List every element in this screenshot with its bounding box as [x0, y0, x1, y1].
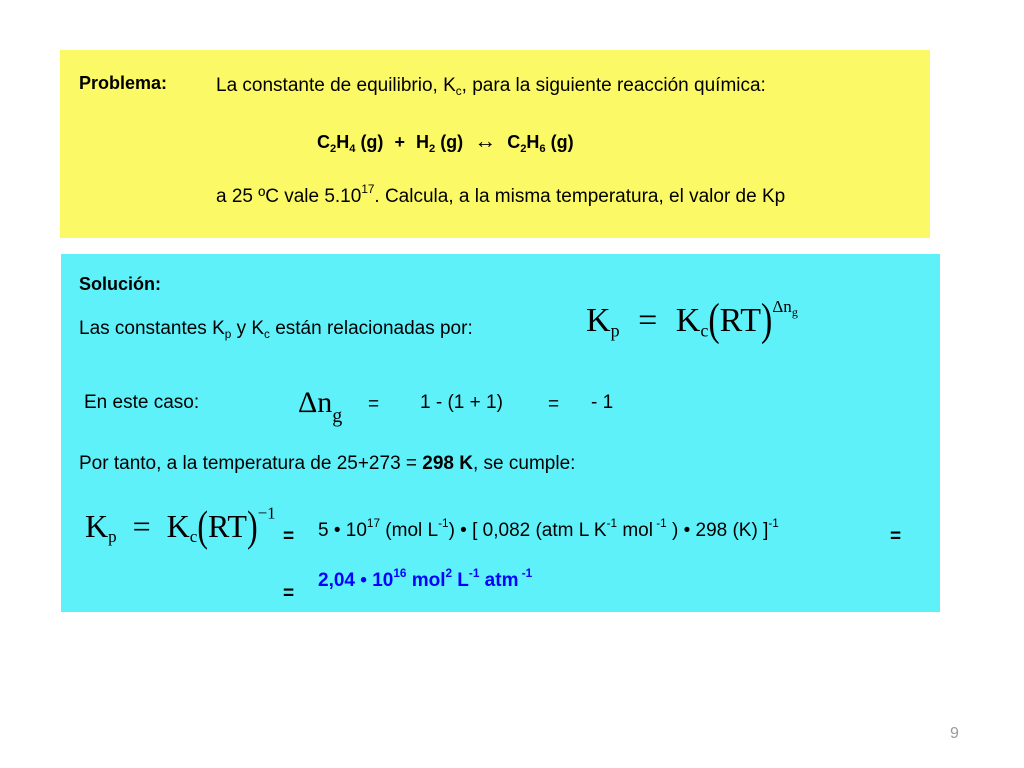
- problem-statement-line3: a 25 ºC vale 5.10$^{17}$. Calcula, a la misma temperatura, el valor de Kp: [216, 183, 786, 207]
- kp-numeric-expression: 5 • $10^{17}$ (mol $L^{-1}$) • [ 0,082 (atm L $K^{-1}$ mol $^{-1}$ ) • 298 (K) ]$^{-1}$: [318, 517, 779, 541]
- delta-n-result: - 1: [591, 392, 614, 413]
- delta-n-calculation: 1 - (1 + 1): [420, 392, 503, 413]
- kp-kc-relation-formula: $K_p = K_c(RT)^{\Delta n_g}$: [586, 295, 798, 346]
- equals-sign: =: [283, 583, 295, 604]
- problem-label: Problema:: [79, 73, 168, 93]
- equals-sign: =: [548, 394, 560, 415]
- equilibrium-arrow-icon: ↔: [474, 128, 497, 153]
- relation-text: Las constantes $K_p$ y $K_c$ están relacionadas por:: [79, 318, 473, 342]
- kp-result: 2,04 • $10^{16}$ mol$^2$ $L^{-1}$ atm $^{-1}$: [318, 567, 533, 591]
- reaction-equation: $C_2H_4$ $(g) + H_2$ (g) ↔ $C_2H_6$ (g): [317, 128, 574, 155]
- equals-sign: =: [368, 394, 380, 415]
- case-label: En este caso:: [84, 392, 200, 413]
- therefore-text: Por tanto, a la temperatura de 25+273 = 298 K, se cumple:: [79, 453, 576, 474]
- page-number: 9: [950, 725, 959, 742]
- equals-sign: =: [283, 526, 295, 547]
- problem-statement-line1: La constante de equilibrio, $K_c$, para la siguiente reacción química:: [216, 75, 766, 99]
- solution-box: [61, 254, 940, 612]
- kp-formula-substituted: $K_p = K_c(RT)^{-1}$: [85, 501, 276, 551]
- solution-label: Solución:: [79, 274, 161, 294]
- equals-sign: =: [890, 526, 902, 547]
- delta-n-g-symbol: $\Delta n_g$: [298, 386, 343, 427]
